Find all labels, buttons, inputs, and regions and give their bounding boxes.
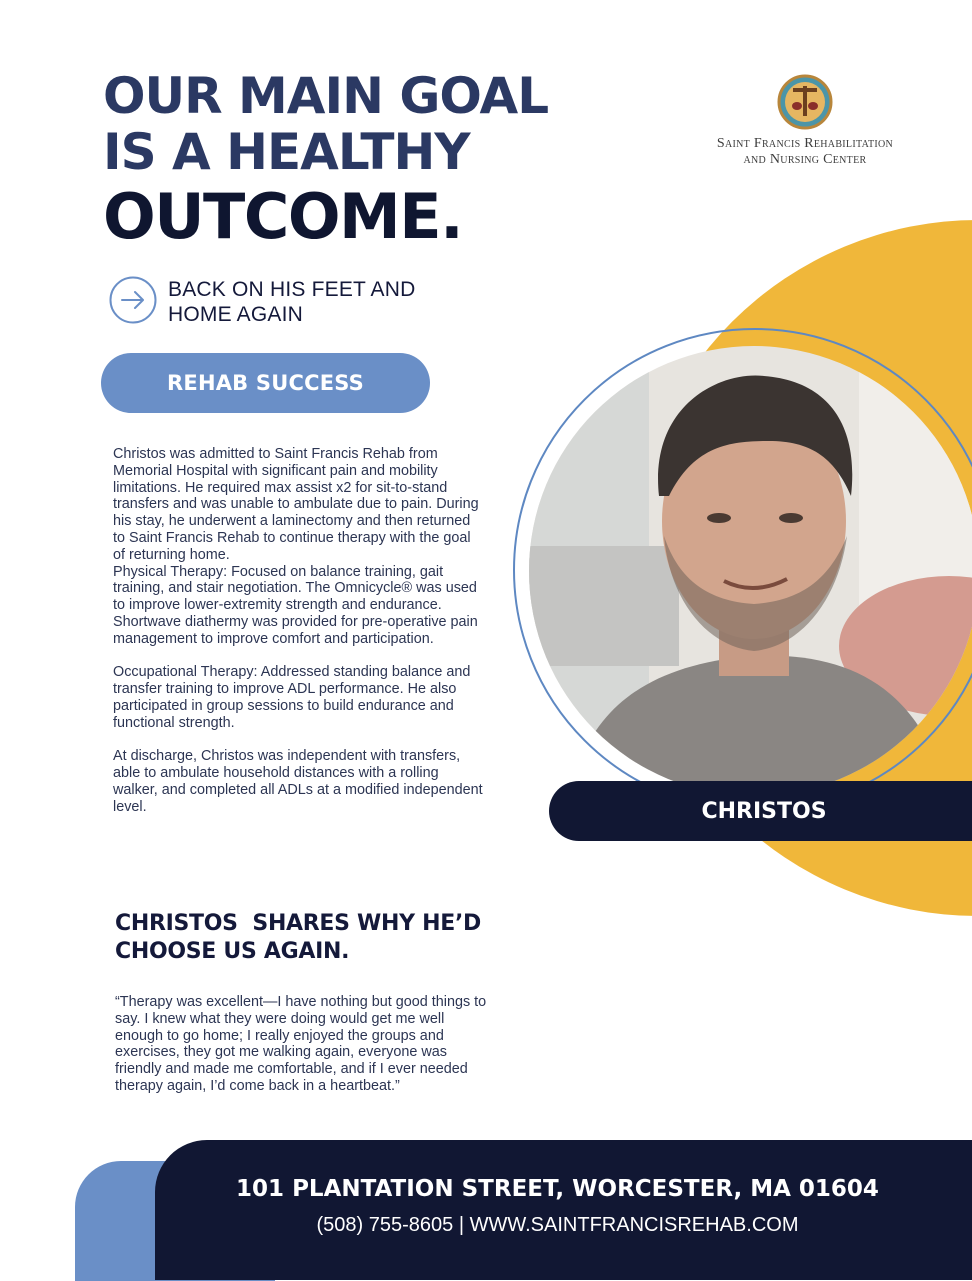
patient-photo [529, 346, 972, 796]
story-text [113, 446, 485, 816]
quote-heading-line-2: CHOOSE US AGAIN. [115, 939, 350, 964]
story-discharge-paragraph: At discharge, Christos was independent with transfers, able to ambulate household distances with a rolling walker, and completed all ADLs at a modified independent level. [113, 748, 483, 815]
story-intro-paragraph: Christos was admitted to Saint Francis Rehab from Memorial Hospital with significant pain and mobility limitations. He required max assist x2 for sit-to-stand transfers and was unable to ambulate due to pain. During his stay, he underwent a laminectomy and then returned to Saint Francis Rehab to continue therapy with the goal of returning home. [113, 446, 479, 563]
page-headline [103, 68, 548, 254]
patient-name-banner [549, 781, 972, 841]
headline-line-2: IS A HEALTHY [103, 123, 470, 181]
quote-heading [115, 910, 495, 966]
logo-name-line-2: and Nursing Center [743, 152, 867, 167]
rehab-success-pill: REHAB SUCCESS [101, 353, 430, 413]
patient-testimonial-quote: “Therapy was excellent—I have nothing but good things to say. I knew what they were doing would get me well enough to go home; I really enjoyed the groups and exercises, they got me walking again, everyone was friendly and made me comfortable, and if I ever needed therapy again, I’d come back in a heartbeat.” [115, 994, 487, 1094]
footer-contact[interactable]: (508) 755-8605 | WWW.SAINTFRANCISREHAB.COM [316, 1214, 799, 1236]
footer-address: 101 PLANTATION STREET, WORCESTER, MA 01604 [236, 1176, 879, 1202]
story-physical-therapy-paragraph: Physical Therapy: Focused on balance training, gait training, and stair negotiation. The Omnicycle® was used to improve lower-extremity strength and endurance. Shortwave diathermy was provided for pre-operative pain management to improve comfort and participation. [113, 563, 478, 647]
tagline [168, 277, 416, 327]
headline-line-3: OUTCOME. [103, 180, 463, 253]
patient-portrait-illustration [529, 346, 972, 796]
patient-name: CHRISTOS [701, 798, 827, 824]
saint-francis-logo [700, 74, 910, 168]
arrow-right-circle-icon [109, 276, 157, 324]
quote-heading-line-1: CHRISTOS SHARES WHY HE’D [115, 911, 481, 936]
tagline-line-2: HOME AGAIN [168, 303, 304, 326]
headline-line-1: OUR MAIN GOAL [103, 67, 549, 125]
logo-name-line-1: Saint Francis Rehabilitation [716, 136, 894, 151]
logo-emblem-icon [777, 74, 833, 130]
tagline-line-1: BACK ON HIS FEET AND [168, 278, 416, 301]
story-occupational-therapy-paragraph: Occupational Therapy: Addressed standing balance and transfer training to improve ADL performance. He also participated in group sessions to build endurance and functional strength. [113, 664, 471, 731]
